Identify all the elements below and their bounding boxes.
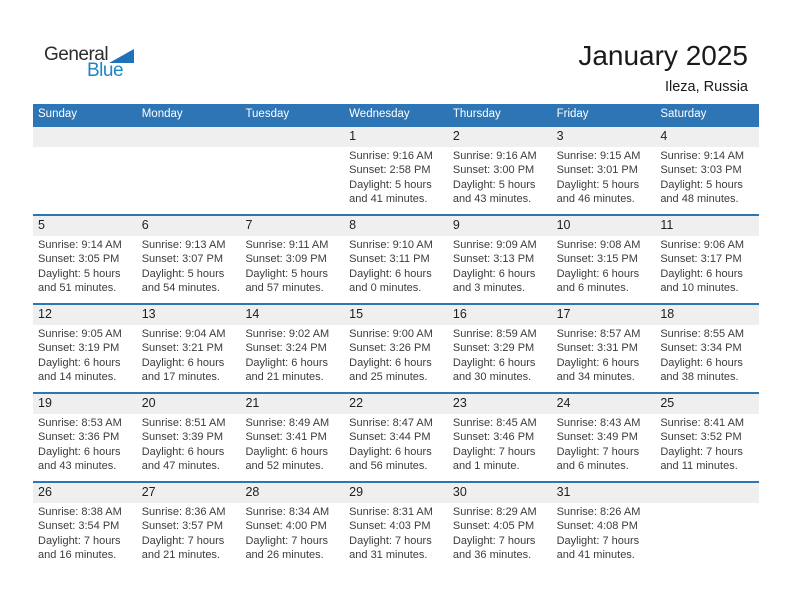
sunrise-line: Sunrise: 9:00 AM: [349, 328, 433, 340]
day-cell: [552, 305, 656, 392]
daylight-line: Daylight: 6 hours and 52 minutes.: [245, 445, 328, 473]
daylight-line: Daylight: 5 hours and 48 minutes.: [660, 178, 743, 206]
sunset-line: Sunset: 4:05 PM: [452, 520, 535, 533]
sunset-line: Sunset: 3:21 PM: [141, 342, 224, 355]
day-cell: [33, 305, 137, 392]
daylight-line: Daylight: 6 hours and 10 minutes.: [660, 267, 743, 295]
day-number: 8: [344, 216, 448, 236]
sunset-line: Sunset: 3:57 PM: [141, 520, 224, 533]
week-row: [33, 303, 759, 392]
sunrise-line: Sunrise: 8:29 AM: [452, 506, 537, 518]
day-details: [655, 503, 759, 505]
day-details: [33, 503, 137, 563]
day-number: 27: [137, 483, 241, 503]
day-details: [240, 325, 344, 385]
day-number: 26: [33, 483, 137, 503]
daylight-line: Daylight: 6 hours and 25 minutes.: [349, 356, 432, 384]
day-details: [33, 236, 137, 296]
sunrise-line: Sunrise: 8:57 AM: [556, 328, 641, 340]
weekday-friday: Friday: [556, 108, 589, 120]
day-number: 1: [344, 127, 448, 147]
daylight-line: Daylight: 6 hours and 34 minutes.: [556, 356, 640, 384]
day-number: 24: [552, 394, 656, 414]
daylight-line: Daylight: 6 hours and 14 minutes.: [38, 356, 121, 384]
location-subtitle: Ileza, Russia: [664, 79, 748, 95]
weekday-monday: Monday: [141, 108, 183, 120]
day-number: 6: [137, 216, 241, 236]
day-number: 10: [552, 216, 656, 236]
day-number: 22: [344, 394, 448, 414]
daylight-line: Daylight: 7 hours and 11 minutes.: [660, 445, 743, 473]
sunrise-line: Sunrise: 8:36 AM: [141, 506, 226, 518]
daylight-line: Daylight: 7 hours and 16 minutes.: [38, 534, 121, 562]
sunrise-line: Sunrise: 9:06 AM: [660, 239, 745, 251]
sunrise-line: Sunrise: 9:05 AM: [38, 328, 122, 340]
daylight-line: Daylight: 6 hours and 21 minutes.: [245, 356, 328, 384]
sunrise-line: Sunrise: 9:14 AM: [660, 150, 745, 162]
day-details: [240, 414, 344, 474]
sunset-line: Sunset: 3:26 PM: [349, 342, 431, 355]
day-cell: [344, 216, 448, 303]
sunset-line: Sunset: 3:11 PM: [349, 253, 430, 266]
empty-day-cell: [240, 127, 344, 214]
empty-day-cell: [655, 483, 759, 570]
day-cell: [552, 127, 656, 214]
day-details: [655, 147, 759, 207]
day-details: [552, 236, 656, 296]
daylight-line: Daylight: 7 hours and 36 minutes.: [452, 534, 536, 562]
day-number: 21: [240, 394, 344, 414]
sunset-line: Sunset: 3:09 PM: [245, 253, 327, 266]
day-number: 4: [655, 127, 759, 147]
daylight-line: Daylight: 6 hours and 38 minutes.: [660, 356, 743, 384]
day-details: [137, 414, 241, 474]
day-details: [448, 414, 552, 474]
sunset-line: Sunset: 3:24 PM: [245, 342, 327, 355]
day-cell: [344, 394, 448, 481]
week-row: [33, 392, 759, 481]
weekday-saturday: Saturday: [660, 108, 707, 120]
day-cell: [448, 305, 552, 392]
day-cell: [655, 305, 759, 392]
logo-text-general: General: [44, 44, 109, 65]
sunset-line: Sunset: 3:13 PM: [452, 253, 535, 266]
sunrise-line: Sunrise: 8:26 AM: [556, 506, 641, 518]
day-number: 25: [655, 394, 759, 414]
sunset-line: Sunset: 3:39 PM: [141, 431, 224, 444]
day-number: 7: [240, 216, 344, 236]
day-number: 18: [655, 305, 759, 325]
empty-day-cell: [33, 127, 137, 214]
week-row: [33, 214, 759, 303]
logo-text-blue: Blue: [87, 60, 124, 81]
sunrise-line: Sunrise: 8:55 AM: [660, 328, 745, 340]
daylight-line: Daylight: 5 hours and 57 minutes.: [245, 267, 328, 295]
daylight-line: Daylight: 7 hours and 26 minutes.: [245, 534, 328, 562]
day-cell: [240, 394, 344, 481]
day-cell: [655, 394, 759, 481]
empty-day-number: [655, 483, 759, 503]
day-number: 19: [33, 394, 137, 414]
day-details: [33, 147, 137, 149]
day-cell: [552, 483, 656, 570]
weekday-header: [33, 104, 759, 125]
day-details: [552, 414, 656, 474]
day-details: [344, 414, 448, 474]
day-number: 29: [344, 483, 448, 503]
day-number: 2: [448, 127, 552, 147]
day-number: 16: [448, 305, 552, 325]
sunrise-line: Sunrise: 8:43 AM: [556, 417, 641, 429]
daylight-line: Daylight: 7 hours and 1 minute.: [452, 445, 536, 473]
daylight-line: Daylight: 6 hours and 47 minutes.: [141, 445, 225, 473]
sunrise-line: Sunrise: 8:34 AM: [245, 506, 330, 518]
calendar: [33, 104, 759, 570]
sunset-line: Sunset: 3:15 PM: [556, 253, 638, 266]
day-number: 28: [240, 483, 344, 503]
day-details: [448, 147, 552, 207]
day-cell: [552, 394, 656, 481]
sunset-line: Sunset: 3:49 PM: [556, 431, 638, 444]
daylight-line: Daylight: 6 hours and 0 minutes.: [349, 267, 432, 295]
sunset-line: Sunset: 3:17 PM: [660, 253, 742, 266]
day-details: [137, 503, 241, 563]
weekday-thursday: Thursday: [452, 108, 501, 120]
day-cell: [448, 216, 552, 303]
day-cell: [655, 127, 759, 214]
weekday-tuesday: Tuesday: [245, 108, 290, 120]
empty-day-number: [137, 127, 241, 147]
sunset-line: Sunset: 3:00 PM: [452, 164, 535, 177]
sunrise-line: Sunrise: 8:45 AM: [452, 417, 537, 429]
day-cell: [552, 216, 656, 303]
sunset-line: Sunset: 3:03 PM: [660, 164, 742, 177]
day-number: 20: [137, 394, 241, 414]
day-details: [448, 236, 552, 296]
daylight-line: Daylight: 6 hours and 6 minutes.: [556, 267, 640, 295]
sunset-line: Sunset: 3:31 PM: [556, 342, 638, 355]
day-cell: [655, 216, 759, 303]
day-cell: [240, 216, 344, 303]
sunset-line: Sunset: 3:19 PM: [38, 342, 120, 355]
day-cell: [137, 394, 241, 481]
sunrise-line: Sunrise: 8:47 AM: [349, 417, 433, 429]
daylight-line: Daylight: 7 hours and 6 minutes.: [556, 445, 640, 473]
day-cell: [344, 483, 448, 570]
day-details: [137, 325, 241, 385]
day-details: [655, 325, 759, 385]
sunset-line: Sunset: 3:01 PM: [556, 164, 638, 177]
day-details: [240, 147, 344, 149]
day-cell: [137, 305, 241, 392]
daylight-line: Daylight: 7 hours and 31 minutes.: [349, 534, 432, 562]
sunrise-line: Sunrise: 8:31 AM: [349, 506, 433, 518]
day-number: 14: [240, 305, 344, 325]
day-number: 11: [655, 216, 759, 236]
sunset-line: Sunset: 3:46 PM: [452, 431, 535, 444]
calendar-grid: [33, 125, 759, 570]
sunrise-line: Sunrise: 8:53 AM: [38, 417, 122, 429]
weekday-sunday: Sunday: [38, 108, 78, 120]
day-number: 17: [552, 305, 656, 325]
sunset-line: Sunset: 2:58 PM: [349, 164, 431, 177]
day-cell: [240, 305, 344, 392]
day-details: [655, 236, 759, 296]
sunset-line: Sunset: 3:07 PM: [141, 253, 224, 266]
day-number: 5: [33, 216, 137, 236]
daylight-line: Daylight: 7 hours and 21 minutes.: [141, 534, 225, 562]
week-row: [33, 125, 759, 214]
day-details: [240, 503, 344, 563]
day-number: 12: [33, 305, 137, 325]
day-details: [344, 503, 448, 563]
day-cell: [33, 483, 137, 570]
empty-day-number: [240, 127, 344, 147]
daylight-line: Daylight: 7 hours and 41 minutes.: [556, 534, 640, 562]
sunset-line: Sunset: 4:03 PM: [349, 520, 431, 533]
sunrise-line: Sunrise: 8:51 AM: [141, 417, 226, 429]
daylight-line: Daylight: 6 hours and 56 minutes.: [349, 445, 432, 473]
sunrise-line: Sunrise: 9:10 AM: [349, 239, 433, 251]
daylight-line: Daylight: 5 hours and 46 minutes.: [556, 178, 640, 206]
sunset-line: Sunset: 3:52 PM: [660, 431, 742, 444]
sunrise-line: Sunrise: 9:16 AM: [349, 150, 433, 162]
week-row: [33, 481, 759, 570]
logo: [44, 45, 134, 80]
day-cell: [33, 394, 137, 481]
day-number: 31: [552, 483, 656, 503]
day-cell: [448, 127, 552, 214]
sunset-line: Sunset: 3:36 PM: [38, 431, 120, 444]
empty-day-cell: [137, 127, 241, 214]
day-details: [137, 147, 241, 149]
day-details: [552, 325, 656, 385]
day-number: 9: [448, 216, 552, 236]
sunset-line: Sunset: 3:41 PM: [245, 431, 327, 444]
sunrise-line: Sunrise: 9:13 AM: [141, 239, 226, 251]
daylight-line: Daylight: 6 hours and 17 minutes.: [141, 356, 225, 384]
daylight-line: Daylight: 5 hours and 41 minutes.: [349, 178, 432, 206]
day-number: 15: [344, 305, 448, 325]
day-details: [240, 236, 344, 296]
day-cell: [137, 483, 241, 570]
day-cell: [344, 305, 448, 392]
sunset-line: Sunset: 3:29 PM: [452, 342, 535, 355]
sunrise-line: Sunrise: 9:04 AM: [141, 328, 226, 340]
sunset-line: Sunset: 3:05 PM: [38, 253, 120, 266]
day-details: [344, 236, 448, 296]
sunset-line: Sunset: 3:54 PM: [38, 520, 120, 533]
day-details: [137, 236, 241, 296]
daylight-line: Daylight: 5 hours and 51 minutes.: [38, 267, 121, 295]
sunrise-line: Sunrise: 8:41 AM: [660, 417, 745, 429]
sunrise-line: Sunrise: 9:09 AM: [452, 239, 537, 251]
sunrise-line: Sunrise: 9:02 AM: [245, 328, 330, 340]
sunset-line: Sunset: 4:08 PM: [556, 520, 638, 533]
day-cell: [448, 483, 552, 570]
day-details: [552, 147, 656, 207]
sunrise-line: Sunrise: 9:15 AM: [556, 150, 641, 162]
sunrise-line: Sunrise: 9:11 AM: [245, 239, 329, 251]
day-details: [33, 325, 137, 385]
daylight-line: Daylight: 6 hours and 30 minutes.: [452, 356, 536, 384]
sunrise-line: Sunrise: 9:14 AM: [38, 239, 122, 251]
day-number: 30: [448, 483, 552, 503]
sunrise-line: Sunrise: 8:38 AM: [38, 506, 122, 518]
day-details: [344, 325, 448, 385]
sunrise-line: Sunrise: 9:08 AM: [556, 239, 641, 251]
day-details: [448, 503, 552, 563]
sunset-line: Sunset: 3:34 PM: [660, 342, 742, 355]
day-cell: [344, 127, 448, 214]
day-details: [33, 414, 137, 474]
sunset-line: Sunset: 3:44 PM: [349, 431, 431, 444]
sunrise-line: Sunrise: 8:59 AM: [452, 328, 537, 340]
day-details: [344, 147, 448, 207]
day-cell: [137, 216, 241, 303]
day-number: 13: [137, 305, 241, 325]
empty-day-number: [33, 127, 137, 147]
daylight-line: Daylight: 5 hours and 54 minutes.: [141, 267, 225, 295]
page-title: January 2025: [578, 40, 748, 71]
sunrise-line: Sunrise: 9:16 AM: [452, 150, 537, 162]
sunset-line: Sunset: 4:00 PM: [245, 520, 327, 533]
daylight-line: Daylight: 6 hours and 3 minutes.: [452, 267, 536, 295]
sunrise-line: Sunrise: 8:49 AM: [245, 417, 330, 429]
day-details: [655, 414, 759, 474]
day-details: [448, 325, 552, 385]
day-cell: [33, 216, 137, 303]
day-details: [552, 503, 656, 563]
daylight-line: Daylight: 6 hours and 43 minutes.: [38, 445, 121, 473]
daylight-line: Daylight: 5 hours and 43 minutes.: [452, 178, 536, 206]
weekday-wednesday: Wednesday: [349, 108, 410, 120]
day-cell: [240, 483, 344, 570]
day-cell: [448, 394, 552, 481]
day-number: 23: [448, 394, 552, 414]
day-number: 3: [552, 127, 656, 147]
